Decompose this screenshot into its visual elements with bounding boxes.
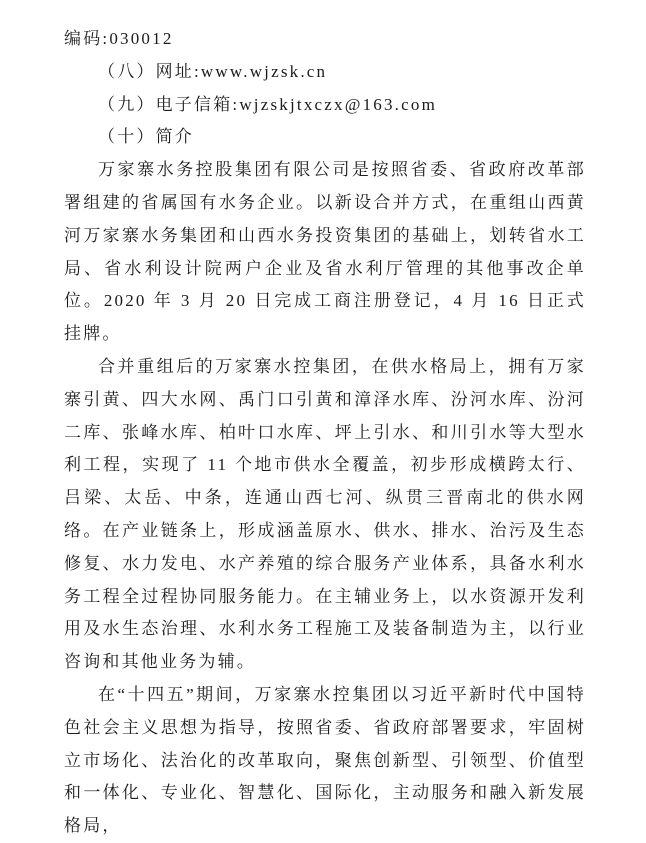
section-item-website: （八）网址:www.wjzsk.cn <box>98 61 328 81</box>
document-page <box>64 23 586 843</box>
section-item-intro-heading: （十）简介 <box>98 127 194 147</box>
paragraph-company-formation: 万家寨水务控股集团有限公司是按照省委、省政府改革部署组建的省属国有水务企业。以新设合并方式，在重组山西黄河万家寨水务集团和山西水务投资集团的基础上，划转省水工局、省水利设计院两户企业及省水利厅管理的其他事改企单位。2020 年 3 月 20 日完成工商注册登记，4 月 16 日正式挂牌。 <box>64 160 586 344</box>
paragraph-14th-five-year-plan: 在“十四五”期间，万家寨水控集团以习近平新时代中国特色社会主义思想为指导，按照省委、省政府部署要求，牢固树立市场化、法治化的改革取向，聚焦创新型、引领型、价值型和一体化、专业化、智慧化、国际化，主动服务和融入新发展格局， <box>64 684 586 836</box>
document-code: 编码:030012 <box>64 29 174 48</box>
paragraph-water-supply-network: 合并重组后的万家寨水控集团，在供水格局上，拥有万家寨引黄、四大水网、禹门口引黄和漳泽水库、汾河水库、汾河二库、张峰水库、柏叶口水库、坪上引水、和川引水等大型水利工程，实现了 11 个地市供水全覆盖，初步形成横跨太行、吕梁、太岳、中条，连通山西七河、纵贯三晋南北的供水网络。在产业链条上，形成涵盖原水、供水、排水、治污及生态修复、水力发电、水产养殖的综合服务产业体系，具备水利水务工程全过程协同服务能力。在主辅业务上，以水资源开发利用及水生态治理、水利水务工程施工及装备制造为主，以行业咨询和其他业务为辅。 <box>64 356 586 672</box>
section-item-email: （九）电子信箱:wjzskjtxczx@163.com <box>98 94 437 114</box>
